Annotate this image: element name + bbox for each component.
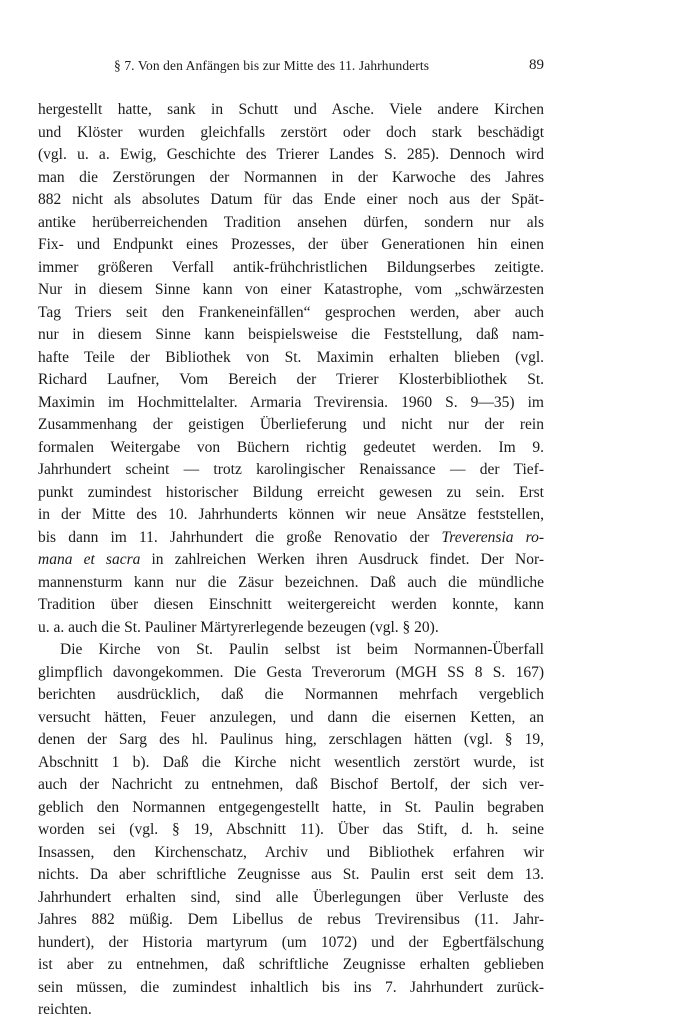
text-line: 882 nicht als absolutes Datum für das Ende einer noch aus der Spät- [38,191,544,208]
text-line: sein müssen, die zumindest inhaltlich bis ins 7. Jahrhundert zurück- [38,978,544,996]
text-line: Insassen, den Kirchenschatz, Archiv und Bibliothek erfahren wir [38,843,544,861]
italic-run: mana et sacra [38,551,141,568]
text-line: und Klöster wurden gleichfalls zerstört oder doch stark beschädigt [38,123,544,141]
text-line [38,549,544,572]
text-line: hundert), der Historia martyrum (um 1072) und der Egbertfälschung [38,933,544,951]
text-line: ist aber zu entnehmen, daß schriftliche Zeugnisse erhalten geblieben [38,956,544,973]
text-line: versucht hätten, Feuer anzulegen, und dann die eisernen Ketten, an [38,708,544,726]
text-line: auch der Nachricht zu entnehmen, daß Bischof Bertolf, der sich ver- [38,776,544,793]
text-line: punkt zumindest historischer Bildung erreicht gewesen zu sein. Erst [38,483,544,501]
text-line: immer größeren Verfall antik-frühchristlichen Bildungserbes zeitigte. [38,258,544,276]
text-line: worden sei (vgl. § 19, Abschnitt 11). Über das Stift, d. h. seine [38,821,544,838]
running-title: § 7. Von den Anfängen bis zur Mitte des 11. Jahrhunderts [114,58,430,73]
text-line: Abschnitt 1 b). Daß die Kirche nicht wesentlich zerstört wurde, ist [38,753,544,771]
text-line: Tradition über diesen Einschnitt weitergereicht werden konnte, kann [38,596,544,613]
paragraph-2 [38,639,544,1022]
text-line: Jahres 882 müßig. Dem Libellus de rebus Trevirensibus (11. Jahr- [38,911,544,928]
text-line: Tag Triers seit den Frankeneinfällen“ gesprochen werden, aber auch [38,303,544,321]
running-head [38,52,544,76]
text-line [38,527,544,550]
text-line: (vgl. u. a. Ewig, Geschichte des Trierer Landes S. 285). Dennoch wird [38,146,544,163]
text-line: man die Zerstörungen der Normannen in der Karwoche des Jahres [38,168,544,186]
text-line: Zusammenhang der geistigen Überlieferung und nicht nur der rein [38,416,544,433]
text-line: Nur in diesem Sinne kann von einer Katastrophe, vom „schwärzesten [38,281,544,298]
text-line: geblich den Normannen entgegengestellt hatte, in St. Paulin begraben [38,798,544,816]
text-line: nichts. Da aber schriftliche Zeugnisse aus St. Paulin erst seit dem 13. [38,866,544,883]
page-number: 89 [529,57,544,73]
text-run: in zahlreichen Werken ihren Ausdruck findet. Der Nor- [140,551,544,568]
paragraph-1 [38,99,544,639]
text-line: nur in diesem Sinne kann beispielsweise die Feststellung, daß nam- [38,326,544,343]
text-line: glimpflich davongekommen. Die Gesta Treverorum (MGH SS 8 S. 167) [38,663,544,681]
text-run: bis dann im 11. Jahrhundert die große Renovatio der [38,528,442,546]
text-line: Fix- und Endpunkt eines Prozesses, der über Generationen hin einen [38,236,544,253]
text-line: u. a. auch die St. Pauliner Märtyrerlegende bezeugen (vgl. § 20). [38,618,439,636]
text-line: formalen Weitergabe von Büchern richtig gedeutet werden. Im 9. [38,438,544,456]
text-line: hergestellt hatte, sank in Schutt und Asche. Viele andere Kirchen [38,101,544,118]
text-line: hafte Teile der Bibliothek von St. Maximin erhalten blieben (vgl. [38,348,544,366]
text-line: Jahrhundert erhalten sind, sind alle Überlegungen über Verluste des [38,888,544,906]
book-page [38,52,544,1022]
text-line: Jahrhundert scheint — trotz karolingischer Renaissance — der Tief- [38,461,544,478]
text-line: denen der Sarg des hl. Paulinus hing, zerschlagen hätten (vgl. § 19, [38,731,544,748]
text-line: Richard Laufner, Vom Bereich der Trierer Klosterbibliothek St. [38,371,544,388]
text-line: berichten ausdrücklich, daß die Normannen mehrfach vergeblich [38,686,544,703]
body-text [38,99,544,1022]
text-line: in der Mitte des 10. Jahrhunderts können wir neue Ansätze feststellen, [38,506,544,523]
italic-run: Treverensia ro- [441,528,545,546]
text-line: antike herüberreichenden Tradition ansehen dürfen, sondern nur als [38,213,544,231]
text-line: Die Kirche von St. Paulin selbst ist beim Normannen-Überfall [60,641,544,658]
text-line: reichten. [38,1001,92,1018]
text-line: mannensturm kann nur die Zäsur bezeichnen. Daß auch die mündliche [38,573,544,591]
text-line: Maximin im Hochmittelalter. Armaria Trevirensia. 1960 S. 9—35) im [38,393,544,411]
